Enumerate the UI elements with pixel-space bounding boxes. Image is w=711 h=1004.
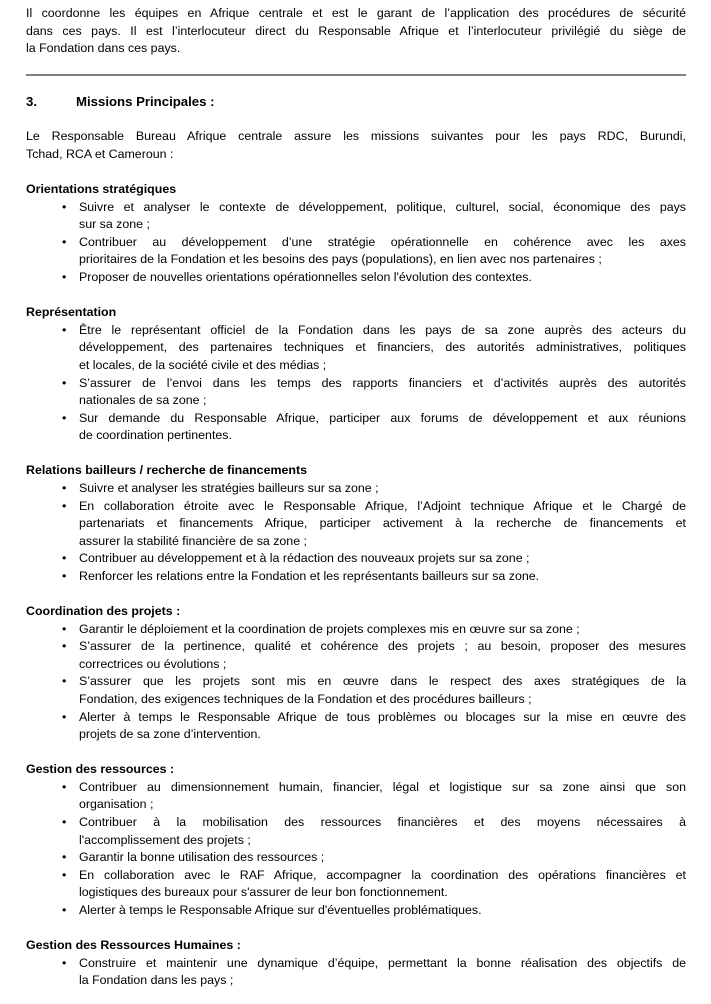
- bullet-item: [26, 638, 686, 673]
- mission-section: [26, 603, 686, 744]
- numbered-heading: [26, 93, 686, 111]
- bullet-item-line: • En collaboration avec le RAF Afrique, accompagner la coordination des opérations financières et: [79, 867, 686, 882]
- bullet-list: [26, 199, 686, 287]
- bullet-item-line: • Contribuer au développement et à la rédaction des nouveaux projets sur sa zone ;: [79, 551, 530, 566]
- bullet-item-line: projets de sa zone d’intervention.: [79, 727, 261, 742]
- bullet-item-line: • Construire et maintenir une dynamique d’équipe, permettant la bonne réalisation des objectifs de: [79, 955, 686, 970]
- bullet-item: [26, 410, 686, 445]
- bullet-item: [26, 779, 686, 814]
- bullet-item-line: partenariats et financements Afrique, participer activement à la recherche de financements et: [79, 516, 686, 531]
- mission-section: [26, 761, 686, 919]
- bullet-item: [26, 234, 686, 269]
- bullet-item-line: prioritaires de la Fondation et les besoins des pays (populations), en lien avec nos partenaires ;: [79, 252, 602, 267]
- intro-paragraph-line: Il coordonne les équipes en Afrique centrale et est le garant de l’application des procédures de sécurité: [26, 6, 686, 20]
- heading-number: 3.: [26, 94, 37, 110]
- bullet-list: [26, 322, 686, 445]
- bullet-item-line: correctrices ou évolutions ;: [79, 656, 227, 671]
- intro-paragraph: [26, 5, 686, 58]
- bullet-item: [26, 498, 686, 551]
- mission-section: [26, 304, 686, 445]
- heading-title: Missions Principales :: [76, 94, 215, 110]
- bullet-item-line: • Suivre et analyser les stratégies bailleurs sur sa zone ;: [79, 480, 379, 495]
- bullet-item-line: • Alerter à temps le Responsable Afrique de tous problèmes ou blocages sur la mise en œuvre des: [79, 709, 686, 724]
- section-heading: Coordination des projets :: [26, 604, 181, 619]
- bullet-list: [26, 621, 686, 744]
- section-heading: Gestion des Ressources Humaines :: [26, 938, 241, 953]
- bullet-item-line: • Proposer de nouvelles orientations opérationnelles selon l'évolution des contextes.: [79, 270, 532, 285]
- bullet-item-line: nationales de sa zone ;: [79, 393, 207, 408]
- intro-paragraph-line: dans ces pays. Il est l’interlocuteur direct du Responsable Afrique et l’interlocuteur privilégié du siège de: [26, 23, 686, 38]
- section-heading: Orientations stratégiques: [26, 182, 177, 197]
- bullet-item-line: sur sa zone ;: [79, 217, 150, 232]
- bullet-item: [26, 955, 686, 990]
- bullet-item: [26, 621, 686, 639]
- bullet-item-line: assurer la stabilité financière de sa zone ;: [79, 533, 307, 548]
- bullet-item-line: • Sur demande du Responsable Afrique, participer aux forums de développement et aux réunions: [79, 410, 686, 425]
- bullet-item-line: • Contribuer au développement d’une stratégie opérationnelle en cohérence avec les axes: [79, 234, 686, 249]
- bullet-item-line: • Renforcer les relations entre la Fondation et les représentants bailleurs sur sa zone.: [79, 568, 540, 583]
- bullet-item-line: • S’assurer que les projets sont mis en œuvre dans le respect des axes stratégiques de la: [79, 674, 686, 689]
- sections-container: [26, 181, 686, 990]
- bullet-list: [26, 480, 686, 586]
- bullet-item-line: • Suivre et analyser le contexte de développement, politique, culturel, social, économique des pays: [79, 199, 686, 214]
- bullet-item-line: et locales, de la société civile et des médias ;: [79, 357, 327, 372]
- bullet-item: [26, 375, 686, 410]
- bullet-item: [26, 673, 686, 708]
- bullet-item-line: • Garantir le déploiement et la coordination de projets complexes mis en œuvre sur sa zone ;: [79, 621, 580, 636]
- section-divider: [26, 74, 686, 76]
- bullet-item-line: • En collaboration étroite avec le Responsable Afrique, l’Adjoint technique Afrique et le Chargé de: [79, 498, 686, 513]
- bullet-item-line: développement, des partenaires techniques et financiers, des autorités administratives, politiques: [79, 340, 686, 355]
- bullet-item: [26, 902, 686, 920]
- bullet-item-line: logistiques des bureaux pour s'assurer de leur bon fonctionnement.: [79, 885, 448, 900]
- bullet-list: [26, 955, 686, 990]
- lead-paragraph-line: Tchad, RCA et Cameroun :: [26, 146, 174, 161]
- section-heading: Relations bailleurs / recherche de financements: [26, 463, 307, 478]
- bullet-item-line: • Alerter à temps le Responsable Afrique sur d'éventuelles problématiques.: [79, 903, 482, 918]
- bullet-item-line: • Être le représentant officiel de la Fondation dans les pays de sa zone auprès des acteurs du: [79, 322, 686, 337]
- lead-paragraph: [26, 128, 686, 163]
- bullet-item-line: • S’assurer de l’envoi dans les temps des rapports financiers et d’activités auprès des autorités: [79, 375, 686, 390]
- bullet-item: [26, 867, 686, 902]
- bullet-list: [26, 779, 686, 920]
- bullet-item: [26, 269, 686, 287]
- mission-section: [26, 462, 686, 585]
- bullet-item-line: Fondation, des exigences techniques de la Fondation et des procédures bailleurs ;: [79, 692, 532, 706]
- bullet-item: [26, 480, 686, 498]
- section-heading: Représentation: [26, 305, 117, 320]
- bullet-item-line: l'accomplissement des projets ;: [79, 832, 251, 847]
- bullet-item-line: • S’assurer de la pertinence, qualité et cohérence des projets ; au besoin, proposer des mesures: [79, 639, 686, 654]
- bullet-item: [26, 849, 686, 867]
- intro-paragraph-line: la Fondation dans ces pays.: [26, 41, 181, 56]
- bullet-item: [26, 322, 686, 375]
- bullet-item: [26, 199, 686, 234]
- bullet-item-line: la Fondation dans les pays ;: [79, 973, 234, 988]
- mission-section: [26, 937, 686, 990]
- bullet-item: [26, 550, 686, 568]
- bullet-item: [26, 568, 686, 586]
- bullet-item-line: organisation ;: [79, 797, 154, 812]
- bullet-item: [26, 814, 686, 849]
- bullet-item-line: • Contribuer au dimensionnement humain, financier, légal et logistique sur sa zone ainsi que son: [79, 779, 686, 794]
- bullet-item-line: • Garantir la bonne utilisation des ressources ;: [79, 850, 325, 865]
- bullet-item: [26, 709, 686, 744]
- lead-paragraph-line: Le Responsable Bureau Afrique centrale assure les missions suivantes pour les pays RDC, Burundi,: [26, 129, 686, 144]
- bullet-item-line: de coordination pertinentes.: [79, 428, 232, 443]
- mission-section: [26, 181, 686, 287]
- section-heading: Gestion des ressources :: [26, 762, 175, 777]
- bullet-item-line: • Contribuer à la mobilisation des ressources financières et des moyens nécessaires à: [79, 815, 686, 830]
